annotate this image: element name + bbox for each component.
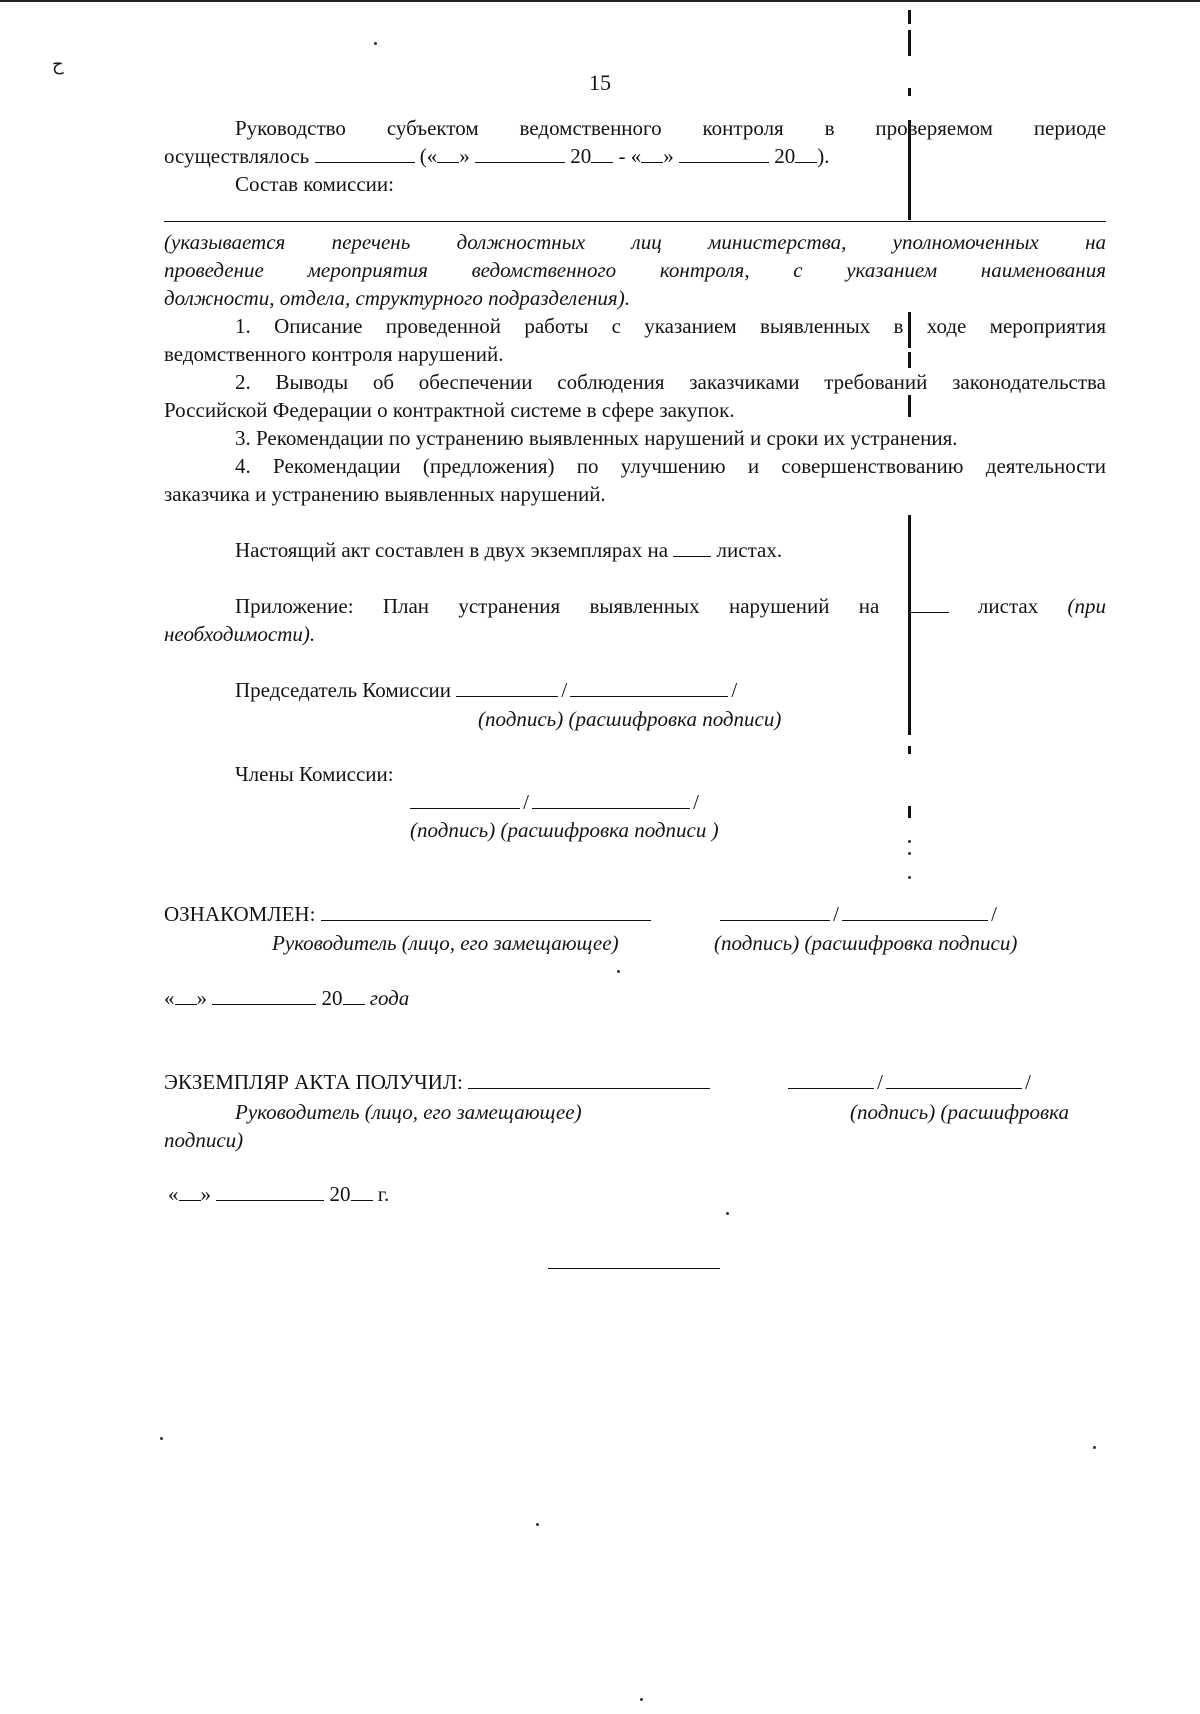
scan-artifact-dot	[908, 840, 911, 843]
copies-prefix: Настоящий акт составлен в двух экземплярах на	[235, 538, 669, 562]
word: Руководство	[235, 116, 346, 140]
members-caption: (подпись) (расшифровка подписи )	[410, 818, 719, 842]
word: Приложение:	[235, 594, 354, 618]
word: субъектом	[386, 116, 479, 140]
item-2-line-2: Российской Федерации о контрактной системе в сфере закупок.	[164, 398, 735, 422]
decryption-blank	[842, 900, 988, 921]
scan-artifact-dot	[908, 852, 911, 855]
members-signature-row	[410, 788, 702, 816]
scan-artifact-bar	[908, 88, 911, 96]
blank-field	[795, 142, 817, 163]
blank-field	[216, 1180, 324, 1201]
blank-field	[179, 1180, 201, 1201]
copies-suffix: листах.	[716, 538, 783, 562]
item-1-line-2: ведомственного контроля нарушений.	[164, 342, 504, 366]
word: План	[382, 594, 430, 618]
item-3-line-1: 3. Рекомендации по устранению выявленных нарушений и сроки их устранения.	[235, 426, 958, 450]
word: устранения	[458, 594, 561, 618]
received-caption-wrap: подписи)	[164, 1128, 244, 1152]
acknowledged-label: ОЗНАКОМЛЕН:	[164, 902, 316, 926]
word: периоде	[1033, 116, 1107, 140]
acknowledged-signature-row	[720, 900, 1000, 928]
scan-mark: ح	[52, 54, 64, 74]
word: на	[858, 594, 880, 618]
blank-field	[641, 142, 663, 163]
scan-artifact-dot	[908, 876, 911, 879]
acknowledged-caption-right: (подпись) (расшифровка подписи)	[714, 931, 1018, 955]
scan-artifact-dot	[640, 1698, 643, 1701]
item-4-line-1: 4. Рекомендации (предложения) по улучшению и совершенствованию деятельности	[235, 454, 1106, 478]
scan-artifact-dot	[1093, 1446, 1096, 1449]
blank-field	[673, 536, 711, 557]
commission-note-line-3: должности, отдела, структурного подразделения).	[164, 286, 630, 310]
slash-divider: /	[1025, 1070, 1031, 1094]
blank-field	[175, 984, 197, 1005]
chairman-label: Председатель Комиссии	[235, 678, 451, 702]
acknowledged-caption-left: Руководитель (лицо, его замещающее)	[272, 931, 619, 955]
name-blank	[468, 1068, 710, 1089]
scan-artifact-dot	[160, 1437, 163, 1440]
blank-field	[475, 142, 565, 163]
quote-close: »	[663, 144, 674, 168]
blank-field	[591, 142, 613, 163]
word: контроля	[702, 116, 784, 140]
blank-field	[315, 142, 415, 163]
appendix-suffix: листах	[977, 594, 1039, 618]
slash-divider: /	[731, 678, 738, 702]
year-suffix: года	[369, 986, 410, 1010]
quote-open: «	[164, 986, 175, 1010]
word: выявленных	[589, 594, 700, 618]
commission-note-line-2: проведение мероприятия ведомственного контроля, с указанием наименования	[164, 258, 1106, 282]
chairman-row	[235, 676, 740, 704]
members-label: Члены Комиссии:	[235, 762, 394, 786]
year-prefix: 20	[321, 986, 343, 1010]
word: нарушений	[728, 594, 830, 618]
scan-artifact-bar	[908, 746, 911, 754]
blank-field	[343, 984, 365, 1005]
item-4-line-2: заказчика и устранению выявленных нарушений.	[164, 482, 606, 506]
item-2-line-1: 2. Выводы об обеспечении соблюдения заказчиками требований законодательства	[235, 370, 1106, 394]
decryption-blank	[570, 676, 728, 697]
blank-field	[351, 1180, 373, 1201]
received-label: ЭКЗЕМПЛЯР АКТА ПОЛУЧИЛ:	[164, 1070, 463, 1094]
blank-field	[437, 142, 459, 163]
end-of-document-rule	[548, 1268, 720, 1269]
slash-divider: /	[991, 902, 997, 926]
scan-artifact-dot	[536, 1523, 539, 1526]
quote-close: »	[459, 144, 470, 168]
signature-blank	[720, 900, 830, 921]
quote-open: («	[419, 144, 438, 168]
commission-label: Состав комиссии:	[235, 172, 394, 196]
chairman-caption: (подпись) (расшифровка подписи)	[478, 707, 782, 731]
scan-artifact-bar	[908, 806, 911, 818]
intro-line-2	[164, 142, 1106, 170]
slash-divider: /	[693, 790, 699, 814]
name-blank	[321, 900, 651, 921]
commission-note-line-1: (указывается перечень должностных лиц министерства, уполномоченных на	[164, 230, 1106, 254]
blank-field	[909, 592, 949, 613]
signature-blank	[788, 1068, 874, 1089]
appendix-italic-open: (при	[1067, 594, 1106, 618]
scan-artifact-dot	[617, 970, 620, 973]
word: в	[824, 116, 835, 140]
year-prefix: 20	[774, 144, 796, 168]
scan-artifact-dot	[374, 42, 377, 45]
intro-prefix: осуществлялось	[164, 144, 310, 168]
slash-divider: /	[877, 1070, 883, 1094]
received-date	[168, 1180, 389, 1208]
signature-blank	[456, 676, 558, 697]
appendix-line-2: необходимости).	[164, 622, 316, 646]
scan-artifact-bar	[908, 30, 911, 56]
blank-field	[679, 142, 769, 163]
acknowledged-date	[164, 984, 409, 1012]
slash-divider: /	[561, 678, 568, 702]
scan-artifact-bar	[908, 10, 911, 24]
item-1-line-1: 1. Описание проведенной работы с указанием выявленных в ходе мероприятия	[235, 314, 1106, 338]
quote-close: »	[196, 986, 207, 1010]
appendix-line-1	[235, 592, 1106, 620]
intro-line-1	[235, 114, 1106, 142]
range-separator: - «	[618, 144, 642, 168]
acknowledged-row	[164, 900, 651, 928]
blank-field	[212, 984, 316, 1005]
year-suffix: г.	[377, 1182, 390, 1206]
scan-top-edge	[0, 0, 1200, 2]
quote-close: »	[200, 1182, 211, 1206]
copies-line	[235, 536, 1106, 564]
received-caption-left: Руководитель (лицо, его замещающее)	[235, 1100, 582, 1124]
word: проверяемом	[875, 116, 993, 140]
year-prefix: 20	[570, 144, 592, 168]
scan-artifact-dot	[726, 1212, 729, 1215]
quote-open: «	[168, 1182, 179, 1206]
slash-divider: /	[523, 790, 529, 814]
commission-blank-line	[164, 221, 1106, 222]
word: ведомственного	[519, 116, 662, 140]
page-number: 15	[589, 70, 611, 95]
signature-blank	[410, 788, 520, 809]
received-caption-right: (подпись) (расшифровка	[850, 1100, 1069, 1124]
slash-divider: /	[833, 902, 839, 926]
decryption-blank	[886, 1068, 1022, 1089]
received-signature-row	[788, 1068, 1034, 1096]
decryption-blank	[532, 788, 690, 809]
received-row	[164, 1068, 710, 1096]
closing-paren: ).	[817, 144, 830, 168]
year-prefix: 20	[329, 1182, 351, 1206]
